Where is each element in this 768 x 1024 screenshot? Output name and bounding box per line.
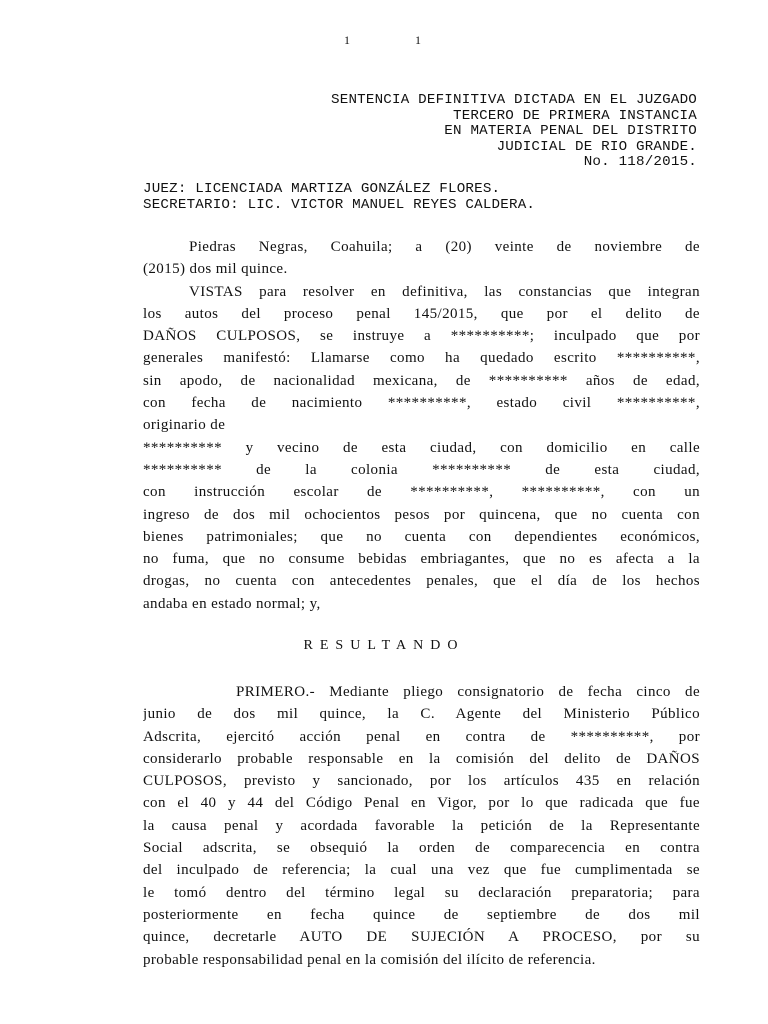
heading-line: JUDICIAL DE RIO GRANDE. xyxy=(496,138,697,155)
text-line: ingreso de dos mil ochocientos pesos por quincena, que no cuenta con xyxy=(143,506,700,523)
intro-paragraph xyxy=(143,236,700,615)
text-line: quince, decretarle AUTO DE SUJECIÓN A PROCESO, por su xyxy=(143,929,700,946)
text-line: posteriormente en fecha quince de septiembre de dos mil xyxy=(143,906,700,923)
text-line: (2015) dos mil quince. xyxy=(143,261,288,278)
text-line: CULPOSOS, previsto y sancionado, por los artículos 435 en relación xyxy=(143,773,700,790)
text-line: probable responsabilidad penal en la comisión del ilícito de referencia. xyxy=(143,951,596,968)
text-line: con fecha de nacimiento **********, estado civil **********, xyxy=(143,395,700,412)
text-line: ********** de la colonia ********** de esta ciudad, xyxy=(143,461,700,478)
text-line: sin apodo, de nacionalidad mexicana, de ********** años de edad, xyxy=(143,372,700,389)
heading-line: No. 118/2015. xyxy=(583,154,697,170)
judge-line: JUEZ: LICENCIADA MARTIZA GONZÁLEZ FLORES. xyxy=(143,181,501,197)
primero-paragraph xyxy=(143,681,700,971)
text-line: considerarlo probable responsable en la comisión del delito de DAÑOS xyxy=(143,750,700,767)
text-line: la causa penal y acordada favorable la petición de la Representante xyxy=(143,817,700,834)
text-line: originario de xyxy=(143,417,226,434)
text-line: andaba en estado normal; y, xyxy=(143,595,321,612)
text-line: ********** y vecino de esta ciudad, con domicilio en calle xyxy=(143,439,700,456)
text-line: los autos del proceso penal 145/2015, que por el delito de xyxy=(143,305,700,322)
sentence-heading xyxy=(331,93,697,171)
text-line: drogas, no cuenta con antecedentes penales, que el día de los hechos xyxy=(143,573,700,590)
text-line: con el 40 y 44 del Código Penal en Vigor, por lo que radicada que fue xyxy=(143,795,700,812)
text-line: VISTAS para resolver en definitiva, las constancias que integran xyxy=(189,283,700,300)
text-line: bienes patrimoniales; que no cuenta con dependientes económicos, xyxy=(143,528,700,545)
text-line: con instrucción escolar de **********, **********, con un xyxy=(143,484,700,501)
secretary-line: SECRETARIO: LIC. VICTOR MANUEL REYES CALDERA. xyxy=(143,197,536,213)
text-line: no fuma, que no consume bebidas embriagantes, que no es afecta a la xyxy=(143,551,700,568)
text-line: PRIMERO.- Mediante pliego consignatorio de fecha cinco de xyxy=(236,684,700,700)
text-line: DAÑOS CULPOSOS, se instruye a **********; inculpado que por xyxy=(143,328,700,345)
text-line: le tomó dentro del término legal su declaración preparatoria; para xyxy=(143,884,700,901)
officials-block xyxy=(143,181,535,213)
page-number: 1 xyxy=(415,33,421,47)
heading-line: TERCERO DE PRIMERA INSTANCIA xyxy=(453,107,697,124)
text-line: del inculpado de referencia; la cual una vez que fue cumplimentada se xyxy=(143,862,700,879)
text-line: junio de dos mil quince, la C. Agente del Ministerio Público xyxy=(143,706,700,723)
text-line: Piedras Negras, Coahuila; a (20) veinte de noviembre de xyxy=(189,239,700,255)
heading-line: EN MATERIA PENAL DEL DISTRITO xyxy=(444,123,697,139)
heading-line: SENTENCIA DEFINITIVA DICTADA EN EL JUZGADO xyxy=(331,92,697,108)
text-line: Social adscrita, se obsequió la orden de comparecencia en contra xyxy=(143,840,700,857)
page-number: 1 xyxy=(344,33,350,47)
text-line: Adscrita, ejercitó acción penal en contra de **********, por xyxy=(143,728,700,745)
text-line: generales manifestó: Llamarse como ha quedado escrito **********, xyxy=(143,350,700,367)
section-title: RESULTANDO xyxy=(303,638,465,653)
